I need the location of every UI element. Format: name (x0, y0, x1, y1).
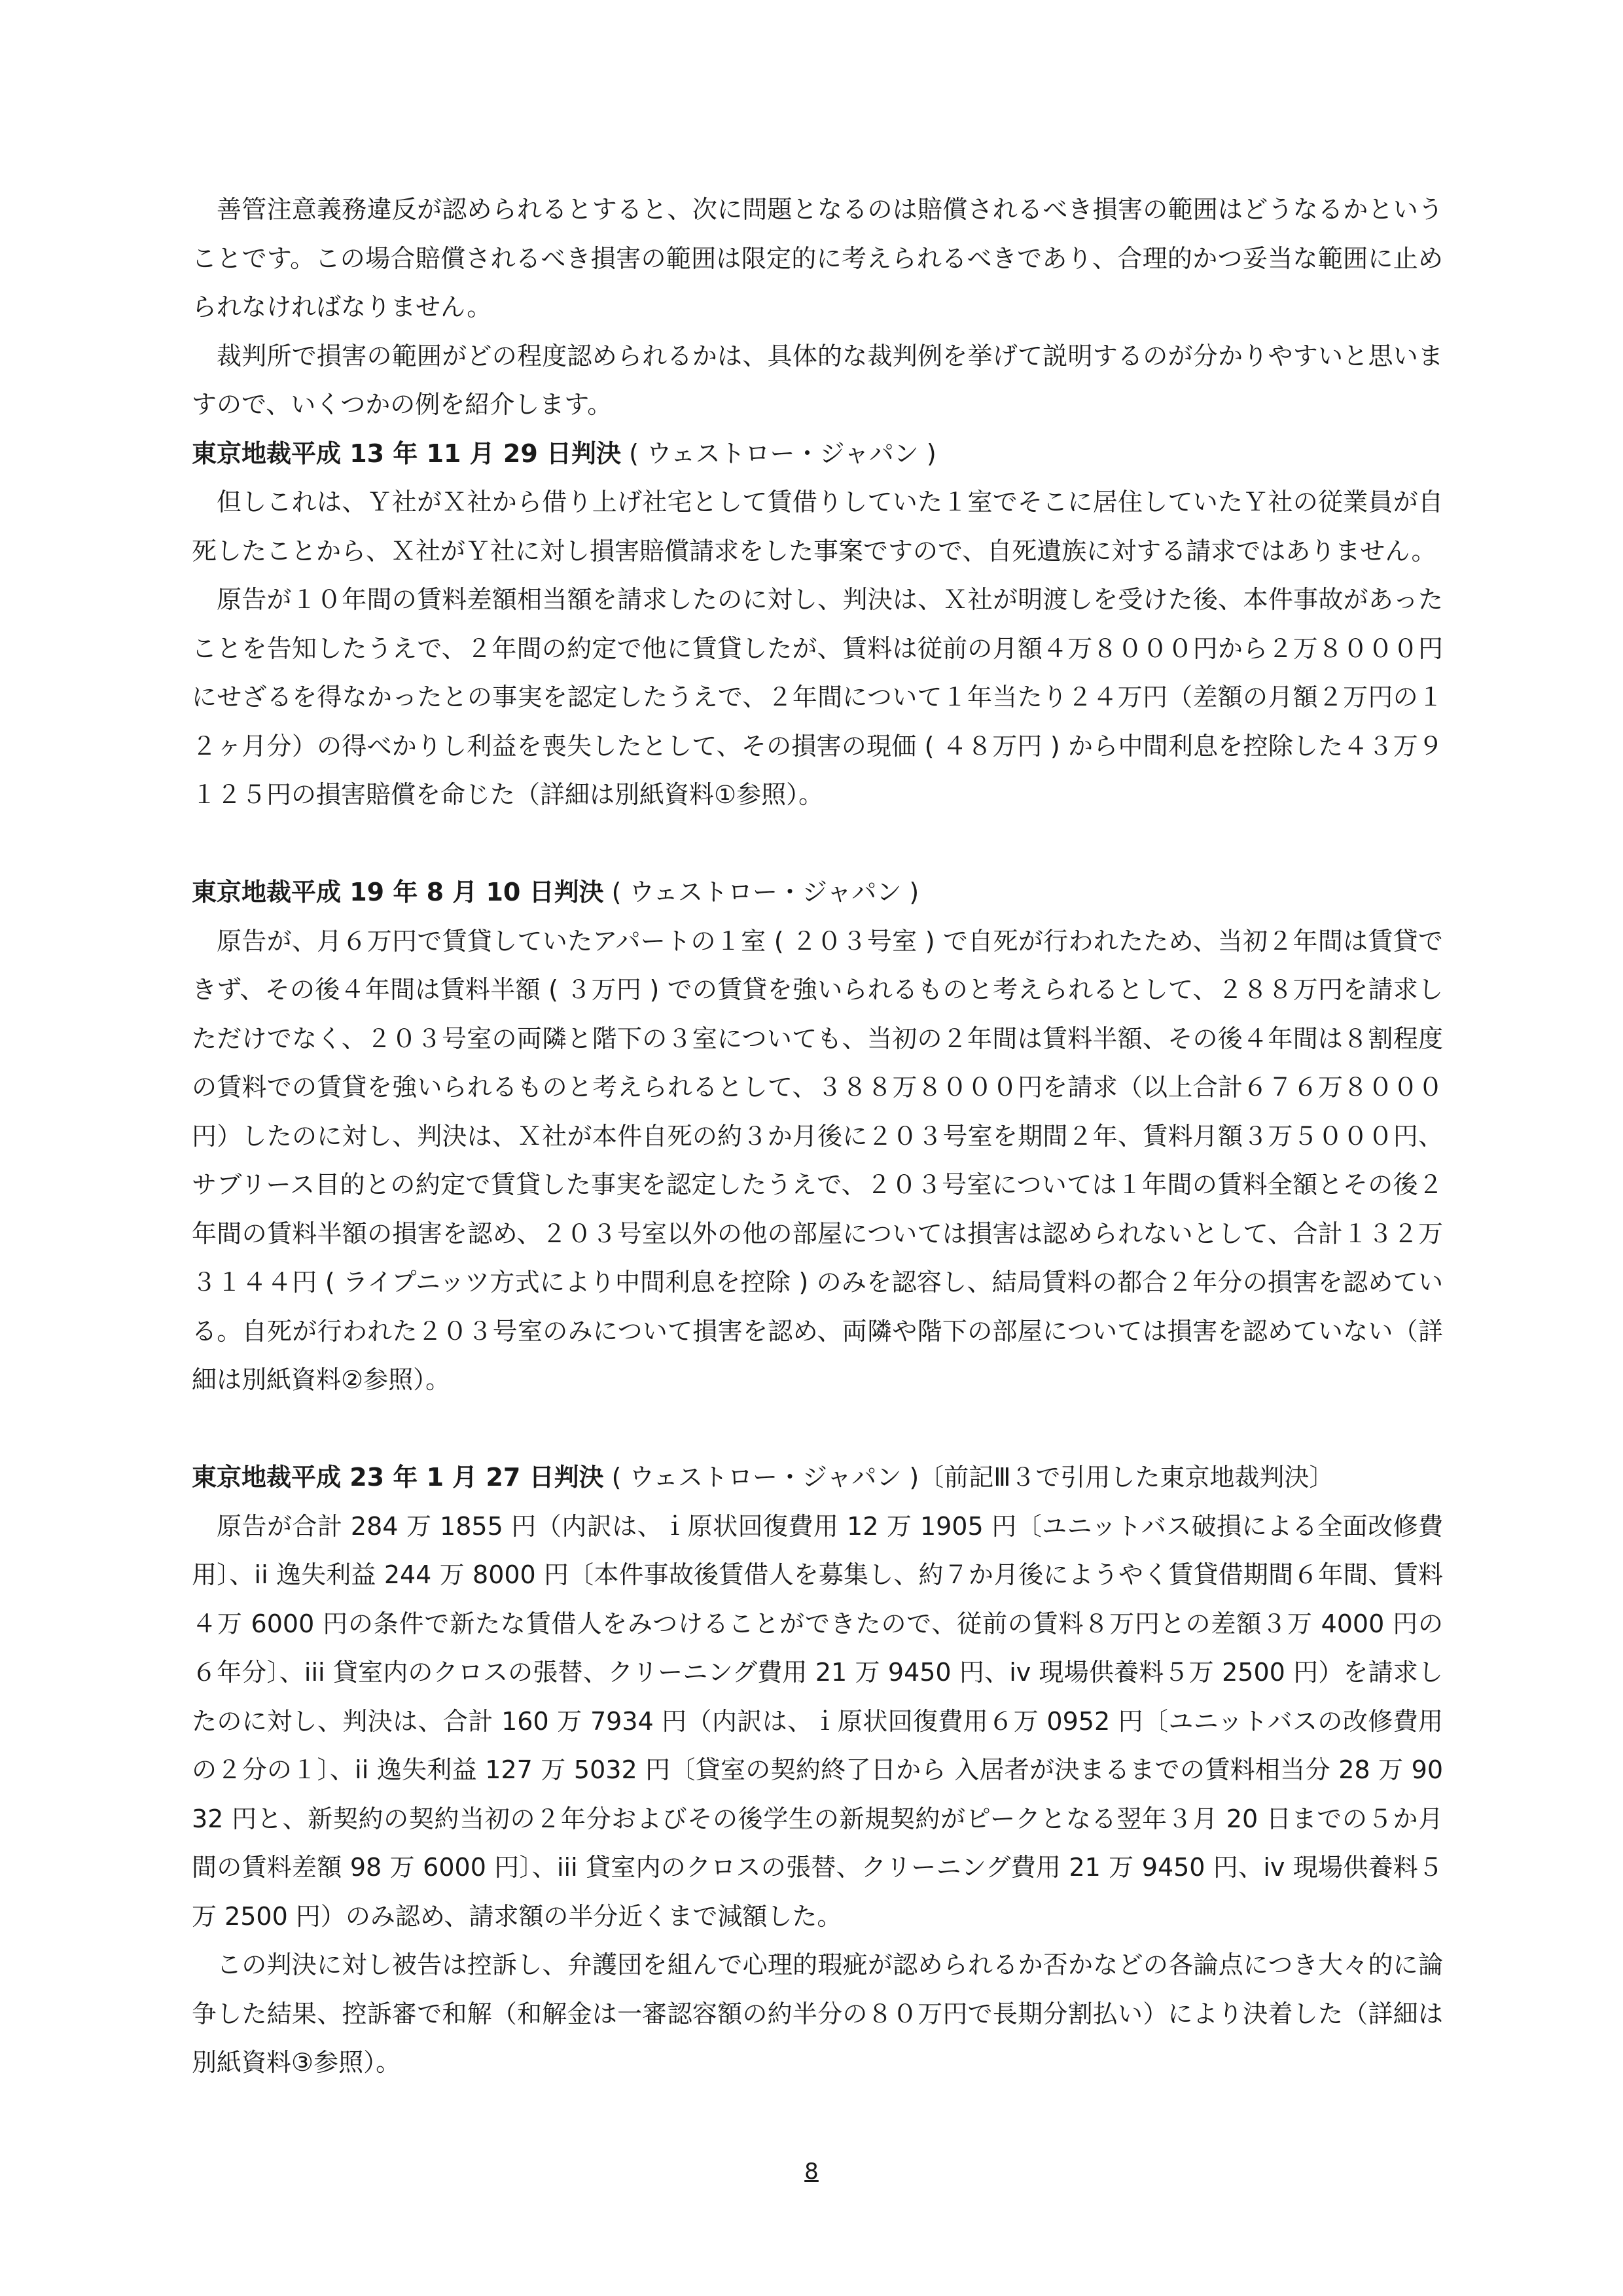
case-paragraph: 原告が、月６万円で賃貸していたアパートの１室 ( ２０３号室 ) で自死が行われたため、当初２年間は賃貸できず、その後４年間は賃料半額 ( ３万円 ) での賃貸を強いられるものと考えられるとして、２８８万円を請求しただけでなく、２０３号室の両隣と階下の３室についても、当初の２年間は賃料半額、その後４年間は８割程度の賃料での賃貸を強いられるものと考えられるとして、３８８万８０００円を請求（以上合計６７６万８０００円）したのに対し、判決は、Ｘ社が本件自死の約３か月後に２０３号室を期間２年、賃料月額３万５０００円、サブリース目的との約定で賃貸した事実を認定したうえで、２０３号室については１年間の賃料全額とその後２年間の賃料半額の損害を認め、２０３号室以外の他の部屋については損害は認められないとして、合計１３２万３１４４円 ( ライプニッツ方式により中間利息を控除 ) のみを認容し、結局賃料の都合２年分の損害を認めている。自死が行われた２０３号室のみについて損害を認め、両隣や階下の部屋については損害を認めていない（詳細は別紙資料②参照）。 (192, 926, 1443, 1394)
case-court-date: 東京地裁平成 23 年 1 月 27 日判決 (192, 1463, 604, 1492)
case-paragraph: 原告が合計 284 万 1855 円（内訳は、ｉ原状回復費用 12 万 1905 円〔ユニットバス破損による全面改修費用〕、ii 逸失利益 244 万 8000 円〔本件事故後賃借人を募集し、約７か月後にようやく賃貸借期間６年間、賃料４万 6000 円の条件で新たな賃借人をみつけることができたので、従前の賃料８万円との差額３万 4000 円の６年分〕、iii 貸室内のクロスの張替、クリーニング費用 21 万 9450 円、iv 現場供養料５万 2500 円）を請求したのに対し、判決は、合計 160 万 7934 円（内訳は、ｉ原状回復費用６万 0952 円〔ユニットバスの改修費用の２分の１〕、ii 逸失利益 127 万 5032 円〔貸室の契約終了日から 入居者が決まるまでの賃料相当分 28 万 9032 円と、新契約の契約当初の２年分およびその後学生の新規契約がピークとなる翌年３月 20 日までの５か月間の賃料差額 98 万 6000 円〕、iii 貸室内のクロスの張替、クリーニング費用 21 万 9450 円、iv 現場供養料５万 2500 円）のみ認め、請求額の半分近くまで減額した。 (192, 1511, 1443, 1931)
case-source: ( ウェストロー・ジャパン ) (621, 439, 936, 468)
case-court-date: 東京地裁平成 13 年 11 月 29 日判決 (192, 439, 622, 468)
case-heading (192, 1453, 1443, 1502)
case-paragraph: 原告が１０年間の賃料差額相当額を請求したのに対し、判決は、Ｘ社が明渡しを受けた後、本件事故があったことを告知したうえで、２年間の約定で他に賃貸したが、賃料は従前の月額４万８０００円から２万８０００円にせざるを得なかったとの事実を認定したうえで、２年間について１年当たり２４万円（差額の月額２万円の１２ヶ月分）の得べかりし利益を喪失したとして、その損害の現価 ( ４８万円 ) から中間利息を控除した４３万９１２５円の損害賠償を命じた（詳細は別紙資料①参照）。 (192, 585, 1443, 809)
case-paragraph: この判決に対し被告は控訴し、弁護団を組んで心理的瑕疵が認められるか否かなどの各論点につき大々的に論争した結果、控訴審で和解（和解金は一審認容額の約半分の８０万円で長期分割払い）により決着した（詳細は別紙資料③参照）。 (192, 1950, 1443, 2077)
case-court-date: 東京地裁平成 19 年 8 月 10 日判決 (192, 878, 604, 906)
document-body (192, 185, 1443, 2087)
case-section-1 (192, 429, 1443, 819)
case-section-3 (192, 1453, 1443, 2087)
case-heading (192, 868, 1443, 917)
case-paragraph: 但しこれは、Ｙ社がＸ社から借り上げ社宅として賃借りしていた１室でそこに居住していたＹ社の従業員が自死したことから、Ｘ社がＹ社に対し損害賠償請求をした事案ですので、自死遺族に対する請求ではありません。 (192, 488, 1443, 565)
intro-paragraph-1: 善管注意義務違反が認められるとすると、次に問題となるのは賠償されるべき損害の範囲はどうなるかということです。この場合賠償されるべき損害の範囲は限定的に考えられるべきであり、合理的かつ妥当な範囲に止められなければなりません。 (192, 195, 1443, 321)
page-number: 8 (804, 2159, 819, 2185)
section-gap (192, 819, 1443, 869)
case-heading (192, 429, 1443, 478)
section-gap (192, 1405, 1443, 1454)
case-section-2 (192, 868, 1443, 1405)
case-source: ( ウェストロー・ジャパン ) (603, 878, 919, 906)
intro-paragraph-2: 裁判所で損害の範囲がどの程度認められるかは、具体的な裁判例を挙げて説明するのが分かりやすいと思いますので、いくつかの例を紹介します。 (192, 341, 1443, 419)
case-source: ( ウェストロー・ジャパン )〔前記Ⅲ３で引用した東京地裁判決〕 (603, 1463, 1334, 1492)
